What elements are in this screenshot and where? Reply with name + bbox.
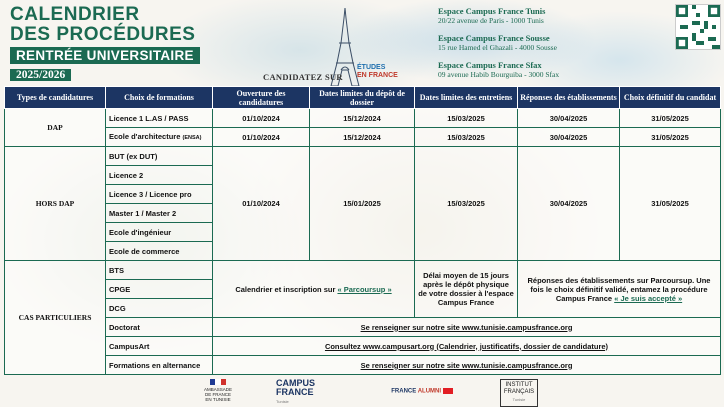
- address-name: Espace Campus France Sfax: [438, 60, 542, 70]
- ouverture-cell: 01/10/2024: [213, 147, 310, 261]
- address-sfax: [438, 60, 559, 79]
- doctorat-link[interactable]: Se renseigner sur notre site www.tunisie.campusfrance.org: [213, 318, 721, 337]
- parcoursup-text: Calendrier et inscription sur: [235, 284, 338, 294]
- formation-cell: BTS: [106, 261, 213, 280]
- table-row: [5, 337, 721, 356]
- address-tunis: [438, 6, 559, 25]
- header-dates-depot: Dates limites du dépôt de dossier: [310, 87, 415, 109]
- formation-cell: CampusArt: [106, 337, 213, 356]
- entretiens-cell: 15/03/2025: [415, 109, 518, 128]
- reponses-cell: 30/04/2025: [518, 109, 620, 128]
- address-line: 20/22 avenue de Paris - 1000 Tunis: [438, 16, 544, 25]
- campusart-link[interactable]: Consultez www.campusart.org (Calendrier, justificatifs, dossier de candidature): [213, 337, 721, 356]
- subtitle-bar: RENTRÉE UNIVERSITAIRE: [10, 47, 200, 64]
- campus-france-sub: Tunisie: [276, 399, 289, 404]
- page-title-line2: DES PROCÉDURES: [10, 24, 196, 45]
- formation-cell: Licence 1 L.AS / PASS: [106, 109, 213, 128]
- parcoursup-cell: [213, 261, 415, 318]
- reponses-cell: 30/04/2025: [518, 128, 620, 147]
- alumni-text: ALUMNI: [417, 388, 442, 395]
- category-cas-particuliers: CAS PARTICULIERS: [5, 261, 106, 375]
- procedures-calendar-table: [4, 86, 721, 375]
- table-header-row: [5, 87, 721, 109]
- formation-cell: Formations en alternance: [106, 356, 213, 375]
- campus-france-logo: [276, 379, 346, 406]
- formation-acronym: (ENSA): [182, 134, 202, 141]
- ambassade-text: AMBASSADE DE FRANCE EN TUNISIE: [203, 387, 232, 402]
- formation-cell: BUT (ex DUT): [106, 147, 213, 166]
- address-name: Espace Campus France Tunis: [438, 6, 546, 16]
- institut-text: INSTITUT FRANÇAIS: [503, 382, 535, 395]
- ouverture-cell: 01/10/2024: [213, 128, 310, 147]
- candidatez-label: CANDIDATEZ SUR: [263, 72, 343, 82]
- header-choix-definitif: Choix définitif du candidat: [620, 87, 721, 109]
- entretiens-cell: 15/03/2025: [415, 147, 518, 261]
- reponses-parcoursup-cell: [518, 261, 721, 318]
- formation-name: Ecole d'architecture: [109, 131, 181, 141]
- table-row: [5, 261, 721, 280]
- definitif-cell: 31/05/2025: [620, 147, 721, 261]
- france-text: FRANCE: [391, 388, 417, 395]
- formation-cell: DCG: [106, 299, 213, 318]
- institut-francais-logo: [500, 379, 538, 407]
- campus-france-text: CAMPUS FRANCE: [276, 378, 316, 397]
- formation-cell: Ecole d'ingénieur: [106, 223, 213, 242]
- header-dates-entretiens: Dates limites des entretiens: [415, 87, 518, 109]
- table-row: [5, 109, 721, 128]
- formation-cell: Licence 2: [106, 166, 213, 185]
- header-ouverture: Ouverture des candidatures: [213, 87, 310, 109]
- address-name: Espace Campus France Sousse: [438, 33, 550, 43]
- formation-cell: CPGE: [106, 280, 213, 299]
- formation-cell: Licence 3 / Licence pro: [106, 185, 213, 204]
- category-dap: DAP: [5, 109, 106, 147]
- address-sousse: [438, 33, 559, 52]
- header-reponses: Réponses des établissements: [518, 87, 620, 109]
- institut-sub: Tunisie: [512, 397, 526, 402]
- formation-cell: Ecole de commerce: [106, 242, 213, 261]
- ouverture-cell: 01/10/2024: [213, 109, 310, 128]
- qr-code-icon[interactable]: [675, 4, 721, 50]
- table-row: [5, 356, 721, 375]
- france-alumni-logo: [382, 388, 462, 395]
- formation-cell: Doctorat: [106, 318, 213, 337]
- parcoursup-link[interactable]: « Parcoursup »: [337, 284, 392, 294]
- table-row: [5, 318, 721, 337]
- table-row: [5, 128, 721, 147]
- definitif-cell: 31/05/2025: [620, 109, 721, 128]
- address-line: 09 avenue Habib Bourguiba - 3000 Sfax: [438, 70, 560, 79]
- french-flag-icon: [210, 379, 226, 385]
- year-badge: 2025/2026: [10, 69, 71, 81]
- address-line: 15 rue Hamed el Ghazali - 4000 Sousse: [438, 43, 557, 52]
- depot-cell: 15/01/2025: [310, 147, 415, 261]
- je-suis-accepte-link[interactable]: « Je suis accepté »: [614, 293, 683, 303]
- tunisia-flag-icon: [443, 388, 453, 394]
- header-choix: Choix de formations: [106, 87, 213, 109]
- addresses-block: [438, 6, 559, 87]
- table-row: [5, 147, 721, 166]
- formation-cell: [106, 128, 213, 147]
- depot-cell: 15/12/2024: [310, 128, 415, 147]
- header-types: Types de candidatures: [5, 87, 106, 109]
- category-hors-dap: HORS DAP: [5, 147, 106, 261]
- delai-cell: Délai moyen de 15 jours après le dépôt physique de votre dossier à l'espace Campus France: [415, 261, 518, 318]
- reponses-cell: 30/04/2025: [518, 147, 620, 261]
- page-title-line1: CALENDRIER: [10, 4, 140, 25]
- definitif-cell: 31/05/2025: [620, 128, 721, 147]
- reponses-text: Réponses des établissements sur Parcoursup. Une fois le choix définitif validé, entamez la procédure Campus France: [527, 275, 711, 303]
- ambassade-logo: [203, 379, 233, 402]
- etudes-line1: ÉTUDES: [357, 64, 386, 71]
- etudes-en-france-logo: [357, 64, 398, 80]
- footer-logos: [0, 375, 724, 407]
- alternance-link[interactable]: Se renseigner sur notre site www.tunisie.campusfrance.org: [213, 356, 721, 375]
- formation-cell: Master 1 / Master 2: [106, 204, 213, 223]
- etudes-line2: EN FRANCE: [357, 72, 398, 79]
- depot-cell: 15/12/2024: [310, 109, 415, 128]
- entretiens-cell: 15/03/2025: [415, 128, 518, 147]
- title-block: [10, 5, 200, 83]
